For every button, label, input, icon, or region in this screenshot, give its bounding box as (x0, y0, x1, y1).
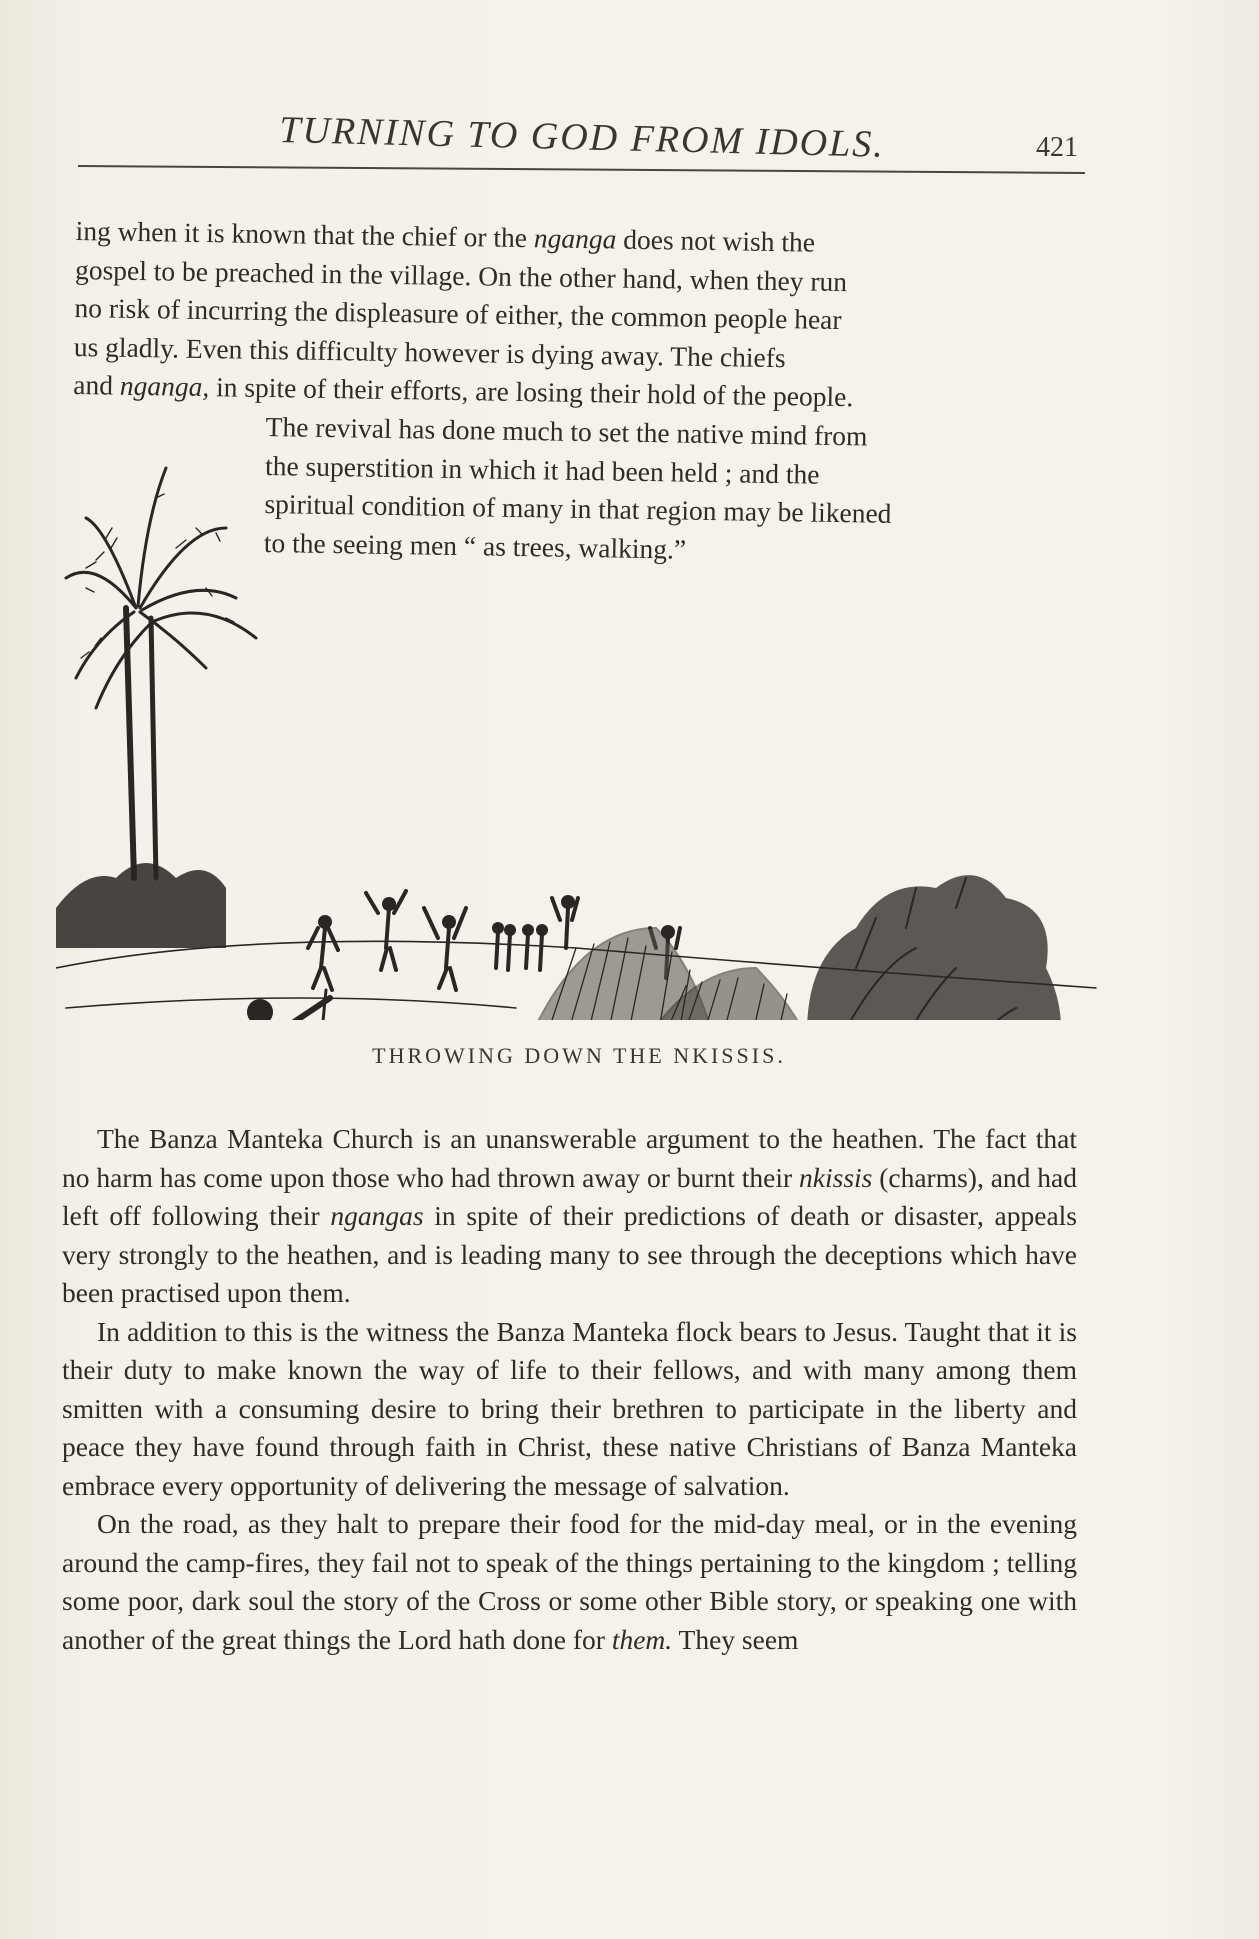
text-line: the superstition in which it had been held ; and the (264, 449, 820, 490)
paragraph: In addition to this is the witness the Banza Manteka flock bears to Jesus. Taught that it is their duty to make known the way of life to their fellows, and with many among them smitten with a consuming desire to bring their brethren to participate in the liberty and peace they have found through faith in Christ, these native Christians of Banza Manteka embrace every opportunity of delivering the message of salvation. (62, 1315, 1077, 1501)
text-line: and nganga, in spite of their efforts, are losing their hold of the people. (73, 368, 854, 413)
text-line: no risk of incurring the displeasure of either, the common people hear (74, 291, 842, 336)
text-line: to the seeing men “ as trees, walking.” (263, 526, 687, 565)
text-line: ing when it is known that the chief or the nganga does not wish the (75, 214, 816, 258)
text-line: us gladly. Even this difficulty however is dying away. The chiefs (73, 330, 786, 373)
main-text (62, 1120, 1077, 1659)
running-head: TURNING TO GOD FROM IDOLS. (278, 108, 886, 166)
text-line: spiritual condition of many in that region may be likened (264, 487, 892, 529)
illustration-caption: THROWING DOWN THE NKISSIS. (372, 1043, 786, 1068)
header-rule (78, 165, 1085, 174)
page-number: 421 (1036, 132, 1078, 163)
top-paragraph (73, 212, 1084, 420)
text-line: The revival has done much to set the native mind from (265, 410, 868, 452)
top-paragraph-narrow (264, 408, 1084, 575)
paragraph: On the road, as they halt to prepare their food for the mid-day meal, or in the evening around the camp-fires, they fail not to speak of the things pertaining to the kingdom ; telling some poor, dark soul the story of the Cross or some other Bible story, or speaking one with another of the great things the Lord hath done for them. They seem (62, 1508, 1077, 1655)
text-line: gospel to be preached in the village. On the other hand, when they run (74, 253, 848, 297)
paragraph: The Banza Manteka Church is an unanswerable argument to the heathen. The fact that no harm has come upon those who had thrown away or burnt their nkissis (charms), and had left off following their ngangas in spite of their predictions of death or disaster, appeals very strongly to the heathen, and is leading many to see through the deceptions which have been practised upon them. (62, 1123, 1078, 1308)
